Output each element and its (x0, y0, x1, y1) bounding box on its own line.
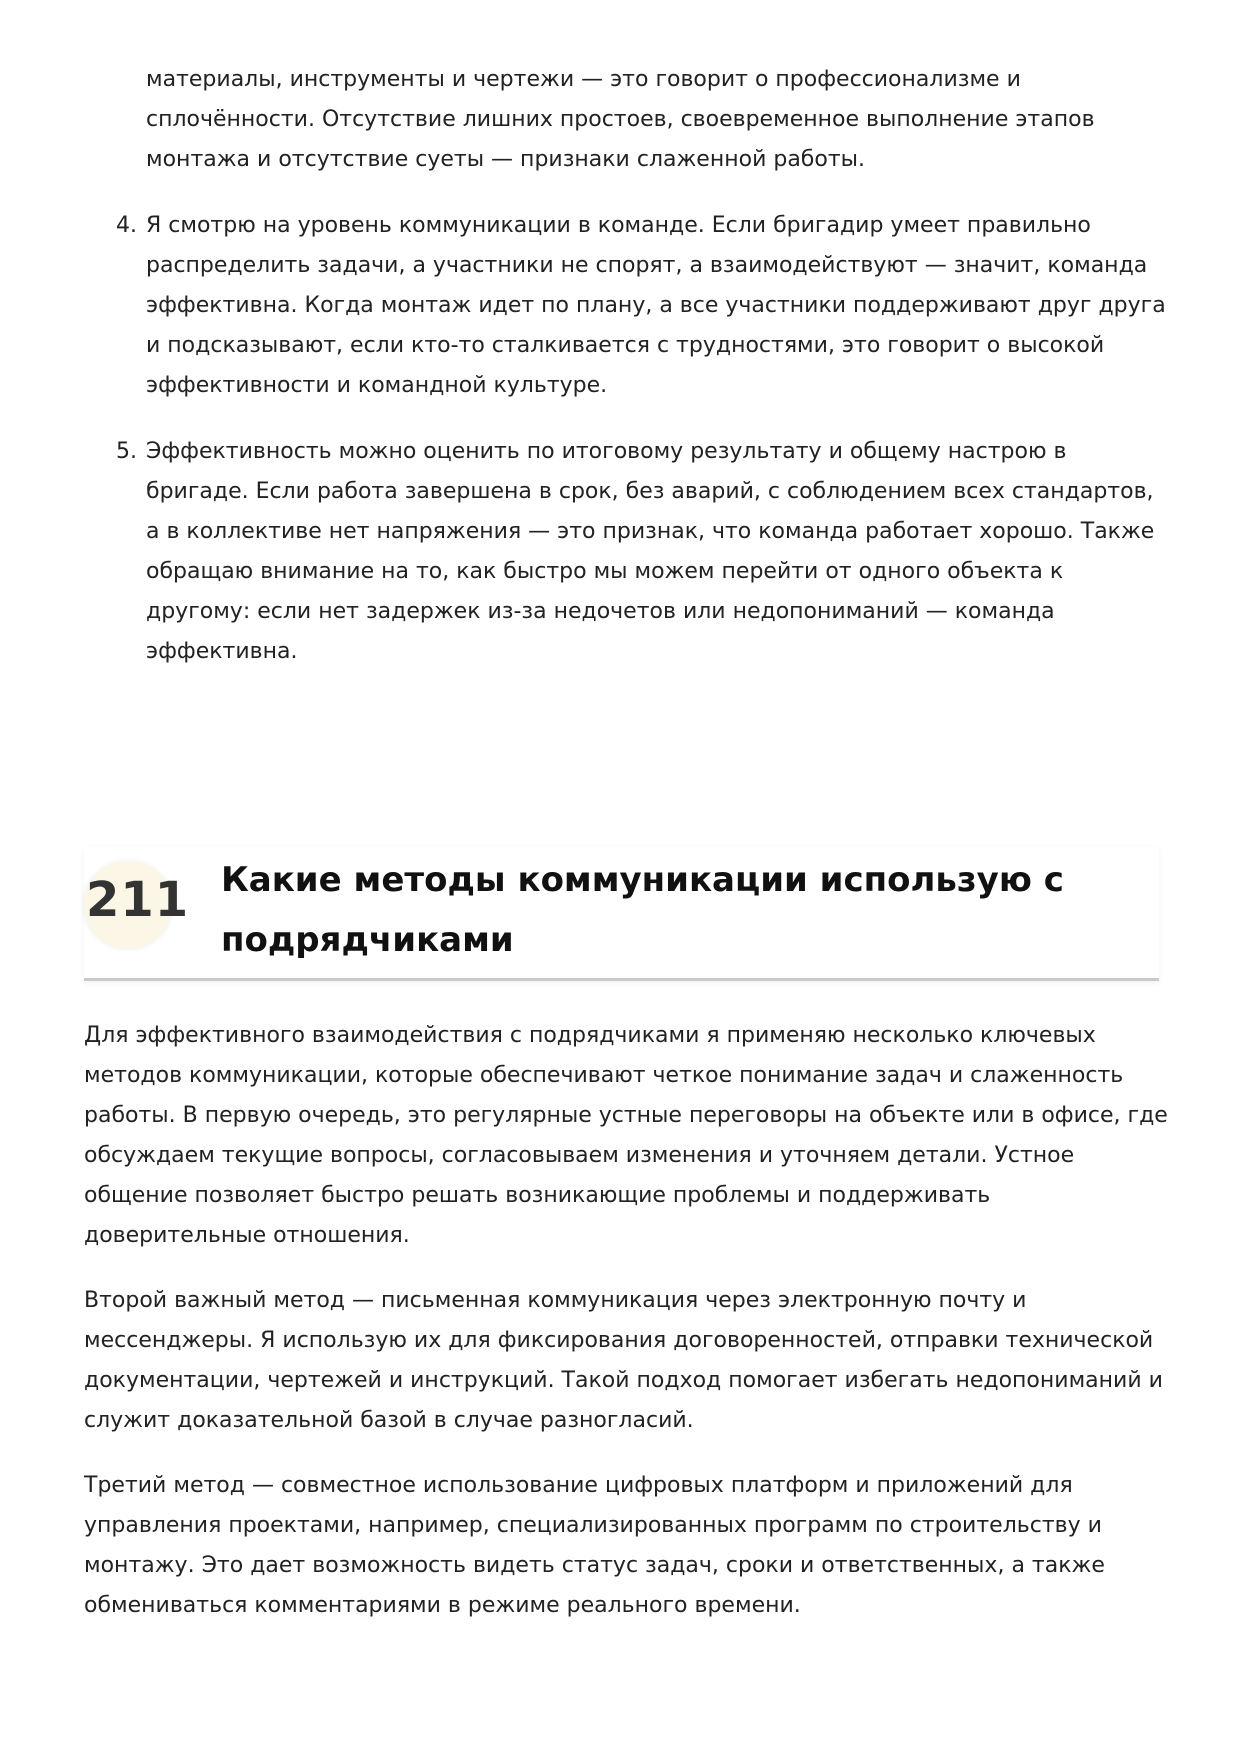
list-item-text: Я смотрю на уровень коммуникации в команде. Если бригадир умеет правильно распределить задачи, а участники не спорят, а взаимодействуют — значит, команда эффективна. Когда монтаж идет по плану, а все участники поддерживают друг друга и подсказывают, если кто-то сталкивается с трудностями, это говорит о высокой эффективности и командной культуре. (146, 213, 1166, 398)
paragraph: Второй важный метод — письменная коммуникация через электронную почту и мессенджеры. Я использую их для фиксирования договоренностей, отправки технической документации, чертежей и инструкций. Такой подход помогает избегать недопониманий и служит доказательной базой в случае разногласий. (84, 1288, 1163, 1433)
list-item-number: 5. (116, 439, 137, 464)
list-item-text: Эффективность можно оценить по итоговому результату и общему настрою в бригаде. Если работа завершена в срок, без аварий, с соблюдением всех стандартов, а в коллективе нет напряжения — это признак, что команда работает хорошо. Также обращаю внимание на то, как быстро мы можем перейти от одного объекта к другому: если нет задержек из-за недочетов или недопониманий — команда эффективна. (146, 439, 1155, 664)
list-item (116, 206, 1171, 406)
list-item-text: материалы, инструменты и чертежи — это говорит о профессионализме и сплочённости. Отсутствие лишних простоев, своевременное выполнение этапов монтажа и отсутствие суеты — признаки слаженной работы. (146, 67, 1095, 172)
section-title: Какие методы коммуникации использую с подрядчиками (221, 860, 1064, 960)
numbered-list (116, 60, 1171, 698)
section-number: 211 (86, 872, 190, 928)
list-item (146, 60, 1171, 180)
section-header (84, 847, 1159, 981)
paragraph: Третий метод — совместное использование цифровых платформ и приложений для управления проектами, например, специализированных программ по строительству и монтажу. Это дает возможность видеть статус задач, сроки и ответственных, а также обмениваться комментариями в режиме реального времени. (84, 1473, 1105, 1618)
list-item-number: 4. (116, 213, 137, 238)
section-body (84, 1016, 1169, 1651)
paragraph: Для эффективного взаимодействия с подрядчиками я применяю несколько ключевых методов коммуникации, которые обеспечивают четкое понимание задач и слаженность работы. В первую очередь, это регулярные устные переговоры на объекте или в офисе, где обсуждаем текущие вопросы, согласовываем изменения и уточняем детали. Устное общение позволяет быстро решать возникающие проблемы и поддерживать доверительные отношения. (84, 1023, 1168, 1248)
list-item (116, 432, 1171, 672)
